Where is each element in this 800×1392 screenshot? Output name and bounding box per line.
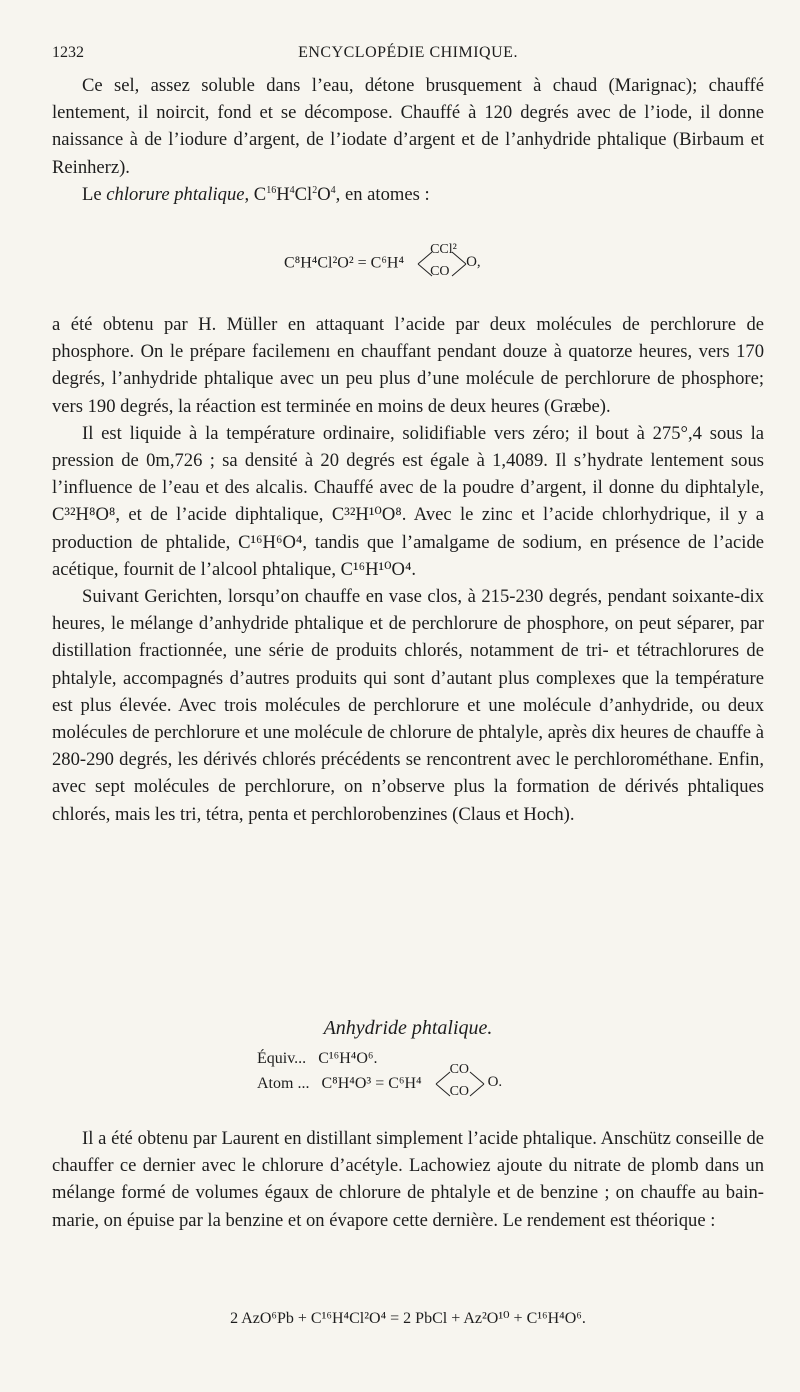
paragraph-6: Il a été obtenu par Laurent en distillant simplement l’acide phtalique. Anschütz conseille de chauffer ce dernier avec le chlorure d’acétyle. Lachowiez ajoute du nitrate de plomb dans un mélange formé de volumes égaux de chlorure de phtalyle et de benzine ; on chauffe au bain-marie, on épuise par la benzine et on évapore cette dernière. Le rendement est théorique : (52, 1128, 764, 1231)
equiv-label: Équiv... (257, 1050, 307, 1067)
paragraph-2-lead: Le (82, 183, 107, 205)
atom-label: Atom ... (257, 1075, 310, 1092)
formula-chlorure-left: C⁸H⁴Cl²O² = C⁶H⁴ (284, 254, 405, 272)
paragraph-2-rest: , en atomes : (335, 183, 430, 205)
atom-left: C⁸H⁴O³ = C⁶H⁴ (321, 1075, 422, 1092)
section-title: Anhydride phtalique. (323, 1017, 493, 1039)
atom-line (257, 1062, 503, 1104)
paragraph-2: Le chlorure phtalique, $C^{16}H^4Cl^2O^4$, en atomes : (82, 183, 430, 205)
paragraph-4: Il est liquide à la température ordinaire, solidifiable vers zéro; il bout à 275°,4 sous la pression de 0m,726 ; sa densité à 20 degrés est égale à 1,4089. Il s’hydrate lentement sous l’influence de l’eau et des alcalis. Chauffé avec de la poudre d’argent, il donne du diphtalyle, C³²H⁸O⁸, et de l’acide diphtalique, C³²H¹⁰O⁸. Avec le zinc et l’acide chlorhydrique, il y a production de phtalide, C¹⁶H⁶O⁴, tandis que l’amalgame de sodium, en présence de l’acide acétique, fournit de l’alcool phtalique, C¹⁶H¹⁰O⁴. (52, 422, 764, 580)
paragraph-5: Suivant Gerichten, lorsqu’on chauffe en vase clos, à 215-230 degrés, pendant soixante-dix heures, le mélange d’anhydride phtalique et de perchlorure de phosphore, on peut séparer, par distillation fractionnée, une série de produits chlorés, notamment de tri- et tétrachlorures de phtalyle, accompagnés d’autres produits qui sont d’autant plus complexes que la température est plus élevée. Avec trois molécules de perchlorure et une molécule d’anhydride, ou deux molécules de perchlorure et une molécule de chlorure de phtalyle, après dix heures de chauffe à 280-290 degrés, les dérivés chlorés précédents se rencontrent avec le perchlorométhane. Enfin, avec sept molécules de perchlorure, on n’observe plus la formation de dérivés phtaliques chlorés, mais les tri, tétra, penta et perchlorobenzines (Claus et Hoch). (52, 586, 764, 825)
atom-top: CO (449, 1062, 470, 1077)
page-number: 1232 (52, 44, 84, 61)
formula-chlorure (284, 244, 482, 284)
formula-chlorure-top: CCl² (430, 242, 457, 257)
formula-chlorure-bottom: CO (430, 264, 450, 279)
text-block-3 (52, 1125, 764, 1234)
paragraph-3: a été obtenu par H. Müller en attaquant l’acide par deux molécules de perchlorure de phosphore. On le prépare facilemenı en chauffant pendant douze à quatorze heures, vers 170 degrés, l’anhydride phtalique avec un peu plus d’une molécule de perchlorure de phosphore; vers 190 degrés, la réaction est terminée en moins de deux heures (Græbe). (52, 314, 764, 417)
text-block-2 (52, 311, 764, 828)
term-chlorure-phtalique: chlorure phtalique (106, 183, 245, 205)
formula-chlorure-tail: O, (466, 254, 481, 270)
final-equation: 2 AzO⁶Pb + C¹⁶H⁴Cl²O⁴ = 2 PbCl + Az²O¹⁰ + C¹⁶H⁴O⁶. (230, 1310, 586, 1327)
atom-ring (422, 1062, 503, 1104)
running-header (52, 44, 764, 66)
running-title: ENCYCLOPÉDIE CHIMIQUE. (298, 44, 518, 61)
formula-chlorure-ring (404, 244, 482, 284)
atom-bottom: CO (449, 1084, 470, 1099)
text-block-1 (52, 72, 764, 208)
equiv-value: C¹⁶H⁴O⁶. (318, 1050, 378, 1067)
paragraph-1: Ce sel, assez soluble dans l’eau, détone brusquement à chaud (Marignac); chauffé lentement, il noircit, fond et se décompose. Chauffé à 120 degrés avec de l’iode, il donne naissance à de l’iodure d’argent, de l’iodate d’argent et de l’anhydride phtalique (Birbaum et Reinherz). (52, 75, 764, 178)
atom-tail: O. (487, 1074, 503, 1090)
